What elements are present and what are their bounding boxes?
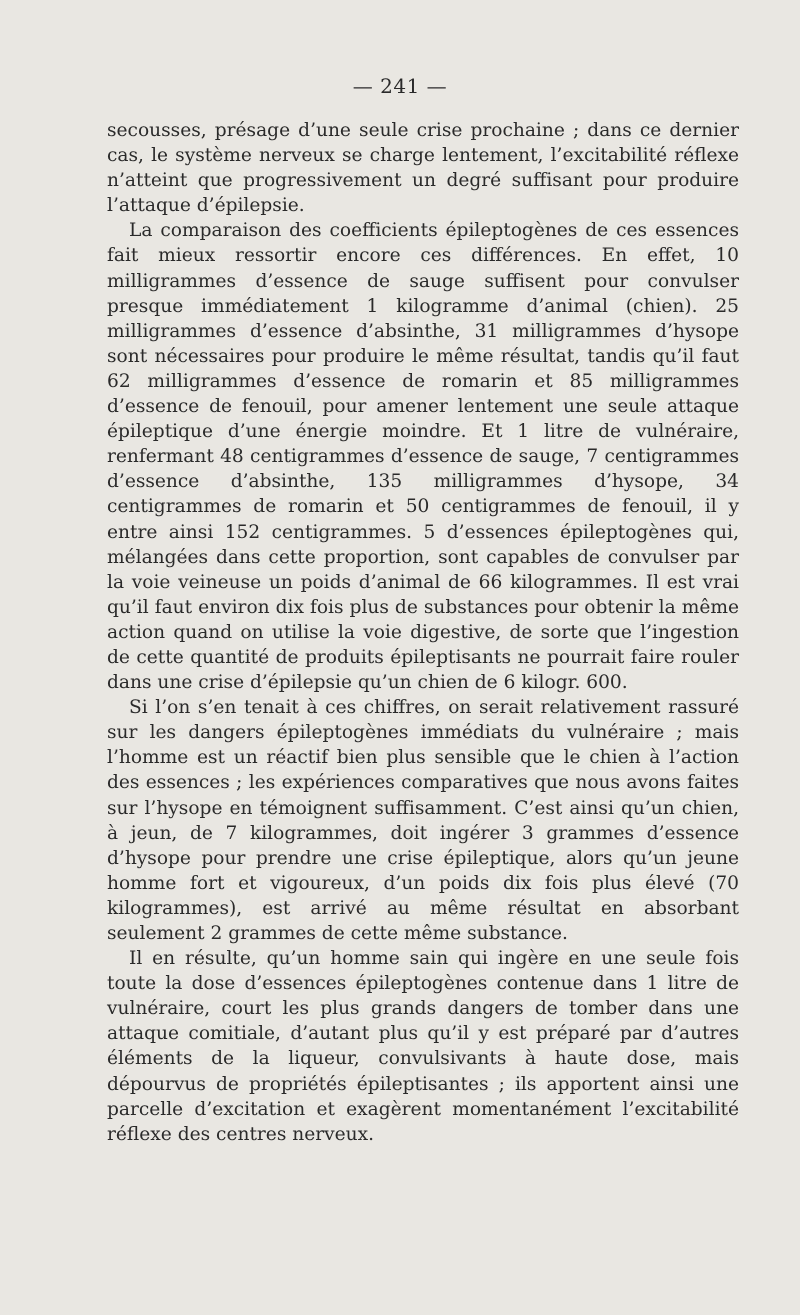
paragraph-4: Il en résulte, qu’un homme sain qui ingère en une seule fois toute la dose d’essences épileptogènes contenue dans 1 litre de vulnéraire, court les plus grands dangers de tomber dans une attaque comitiale, d’autant plus qu’il y est préparé par d’autres éléments de la liqueur, convulsivants à haute dose, mais dépourvus de propriétés épileptisantes ; ils apportent ainsi une parcelle d’excitation et exagèrent momentanément l’excitabilité réflexe des centres nerveux. xyxy=(107,948,739,1145)
body-text xyxy=(107,118,739,1147)
paragraph-3: Si l’on s’en tenait à ces chiffres, on serait relativement rassuré sur les dangers épileptogènes immédiats du vulnéraire ; mais l’homme est un réactif bien plus sensible que le chien à l’action des essences ; les expériences comparatives que nous avons faites sur l’hysope en témoignent suffisamment. C’est ainsi qu’un chien, à jeun, de 7 kilogrammes, doit ingérer 3 grammes d’essence d’hysope pour prendre une crise épileptique, alors qu’un jeune homme fort et vigoureux, d’un poids dix fois plus élevé (70 kilogrammes), est arrivé au même résultat en absorbant seulement 2 grammes de cette même substance. xyxy=(107,697,739,944)
paragraph-2: La comparaison des coefficients épileptogènes de ces essences fait mieux ressortir encore ces différences. En effet, 10 milligrammes d’essence de sauge suffisent pour convulser presque immédiatement 1 kilogramme d’animal (chien). 25 milligrammes d’essence d’absinthe, 31 milligrammes d’hysope sont nécessaires pour produire le même résultat, tandis qu’il faut 62 milligrammes d’essence de romarin et 85 milligrammes d’essence de fenouil, pour amener lentement une seule attaque épileptique d’une énergie moindre. Et 1 litre de vulnéraire, renfermant 48 centigrammes d’essence de sauge, 7 centigrammes d’essence d’absinthe, 135 milligrammes d’hysope, 34 centigrammes de romarin et 50 centigrammes de fenouil, il y entre ainsi 152 centigrammes. 5 d’essences épileptogènes qui, mélangées dans cette proportion, sont capables de convulser par la voie veineuse un poids d’animal de 66 kilogrammes. Il est vrai qu’il faut environ dix fois plus de substances pour obtenir la même action quand on utilise la voie digestive, de sorte que l’ingestion de cette quantité de produits épileptisants ne pourrait faire rouler dans une crise d’épilepsie qu’un chien de 6 kilogr. 600. xyxy=(107,220,739,694)
paragraph-1: secousses, présage d’une seule crise prochaine ; dans ce dernier cas, le système nerveux se charge lentement, l’excitabilité réflexe n’atteint que progressivement un degré suffisant pour produire l’attaque d’épilepsie. xyxy=(107,120,739,217)
page-number: — 241 — xyxy=(352,74,448,98)
